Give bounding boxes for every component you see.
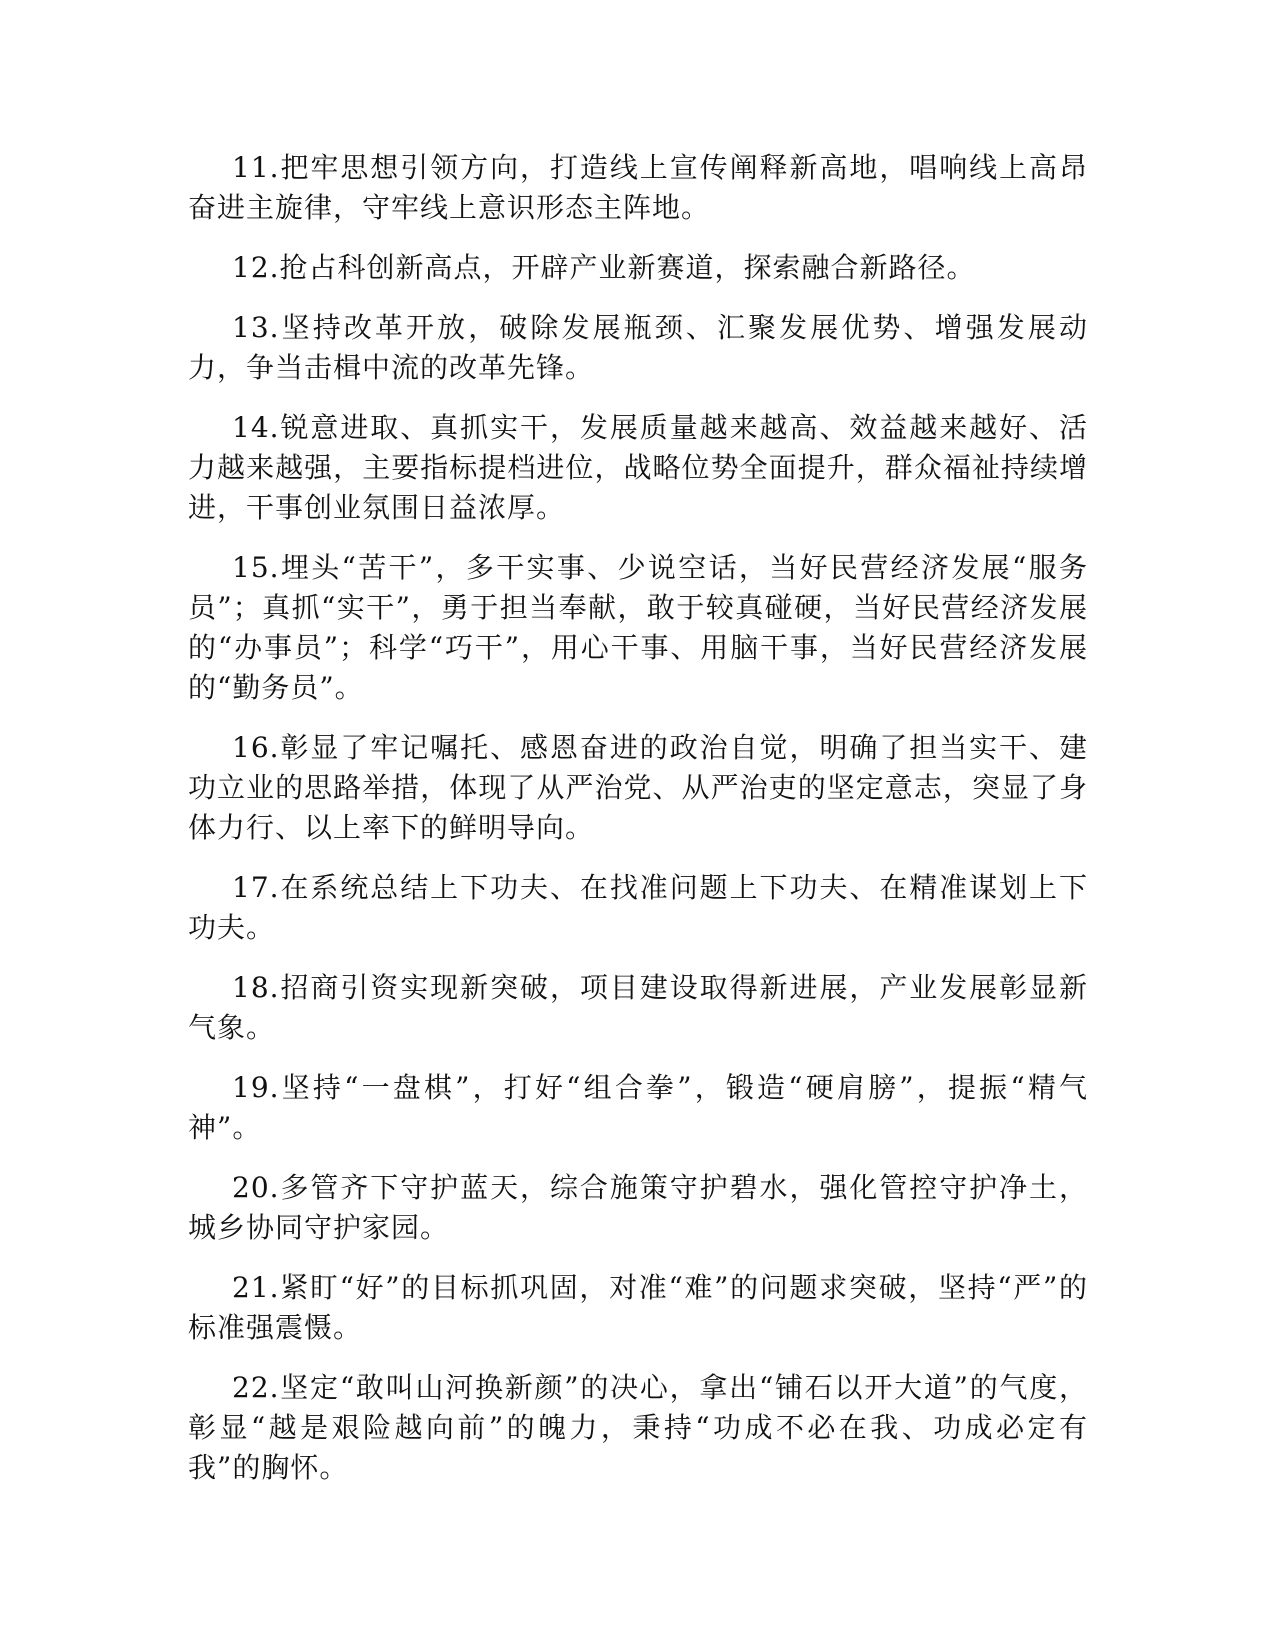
paragraph-13: 13.坚持改革开放，破除发展瓶颈、汇聚发展优势、增强发展动力，争当击楫中流的改革先锋。 — [188, 311, 1088, 384]
paragraph-18: 18.招商引资实现新突破，项目建设取得新进展，产业发展彰显新气象。 — [188, 971, 1088, 1044]
paragraph-15: 15.埋头“苦干”，多干实事、少说空话，当好民营经济发展“服务员”；真抓“实干”，勇于担当奉献，敢于较真碰硬，当好民营经济发展的“办事员”；科学“巧干”，用心干事、用脑干事，当好民营经济发展的“勤务员”。 — [188, 551, 1088, 704]
document-body — [188, 148, 1088, 1508]
paragraph-21: 21.紧盯“好”的目标抓巩固，对准“难”的问题求突破，坚持“严”的标准强震慑。 — [188, 1271, 1088, 1344]
paragraph-11: 11.把牢思想引领方向，打造线上宣传阐释新高地，唱响线上高昂奋进主旋律，守牢线上意识形态主阵地。 — [188, 151, 1088, 224]
paragraph-20: 20.多管齐下守护蓝天，综合施策守护碧水，强化管控守护净土，城乡协同守护家园。 — [188, 1171, 1088, 1244]
paragraph-19: 19.坚持“一盘棋”，打好“组合拳”，锻造“硬肩膀”，提振“精气神”。 — [188, 1071, 1088, 1144]
paragraph-12: 12.抢占科创新高点，开辟产业新赛道，探索融合新路径。 — [232, 251, 976, 284]
paragraph-22: 22.坚定“敢叫山河换新颜”的决心，拿出“铺石以开大道”的气度，彰显“越是艰险越向前”的魄力，秉持“功成不必在我、功成必定有我”的胸怀。 — [188, 1371, 1088, 1484]
paragraph-16: 16.彰显了牢记嘱托、感恩奋进的政治自觉，明确了担当实干、建功立业的思路举措，体现了从严治党、从严治吏的坚定意志，突显了身体力行、以上率下的鲜明导向。 — [188, 731, 1088, 844]
paragraph-14: 14.锐意进取、真抓实干，发展质量越来越高、效益越来越好、活力越来越强，主要指标提档进位，战略位势全面提升，群众福祉持续增进，干事创业氛围日益浓厚。 — [188, 411, 1088, 524]
paragraph-17: 17.在系统总结上下功夫、在找准问题上下功夫、在精准谋划上下功夫。 — [188, 871, 1088, 944]
